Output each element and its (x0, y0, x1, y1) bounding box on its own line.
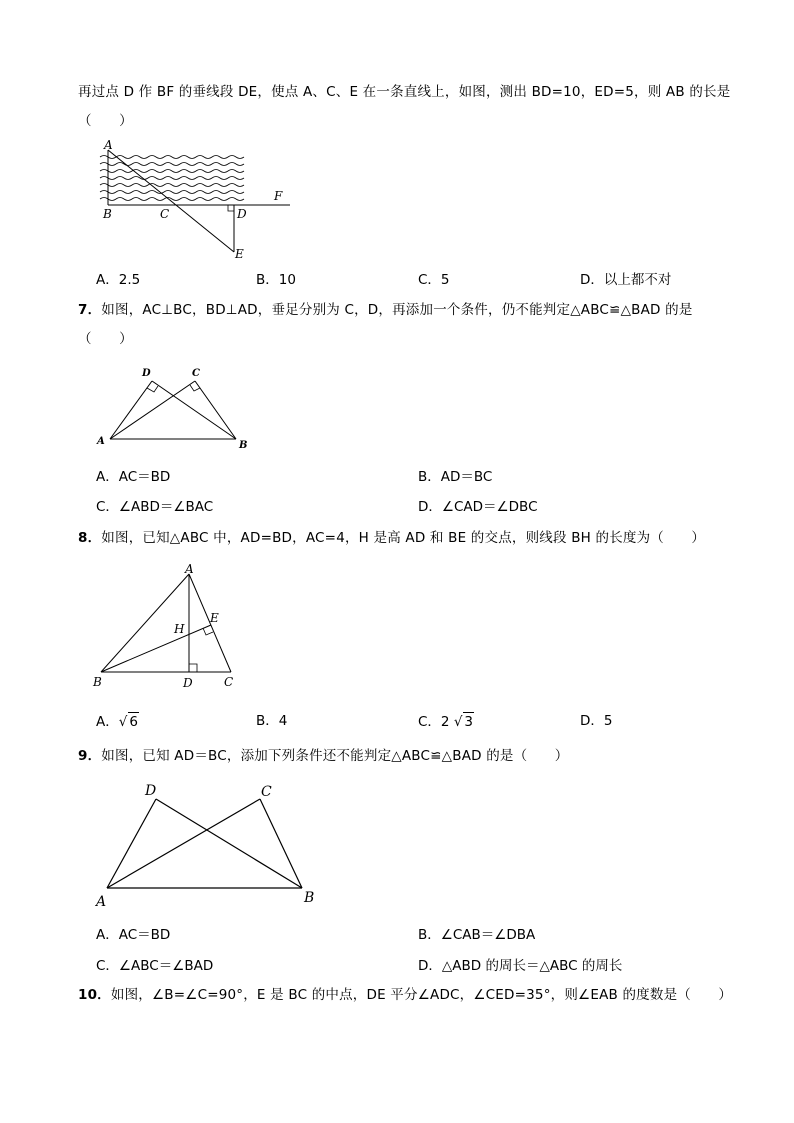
q9-label-d: D (145, 783, 157, 799)
q9-line-ac (107, 799, 260, 888)
q9-label-b: B (304, 890, 315, 906)
q7-option-d[interactable]: D．∠CAD＝∠DBC (418, 499, 538, 515)
q7-stem-line2: （ ） (78, 331, 133, 347)
q9-line-ad (107, 799, 156, 888)
q8-option-b[interactable]: B．4 (256, 713, 288, 729)
q8-option-a-radicand: 6 (129, 714, 138, 730)
q9-option-a[interactable]: A．AC＝BD (96, 927, 171, 943)
q7-label-b: B (239, 440, 248, 451)
q8-label-e: E (210, 611, 219, 625)
q7-option-a[interactable]: A．AC＝BD (96, 469, 171, 485)
sqrt-symbol: √ 3 (453, 714, 474, 730)
q6-option-d[interactable]: D．以上都不对 (580, 272, 672, 288)
q9-option-b[interactable]: B．∠CAB＝∠DBA (418, 927, 536, 943)
q8-label-c: C (224, 675, 234, 689)
q6-option-a[interactable]: A．2.5 (96, 272, 141, 288)
q8-label-d: D (183, 676, 193, 690)
q8-stem-text: 如图，已知△ABC 中，AD=BD，AC=4，H 是高 AD 和 BE 的交点，则线段 BH 的长度为（ ） (101, 530, 706, 546)
sqrt-symbol: √ 6 (118, 714, 138, 730)
q8-label-a: A (185, 562, 194, 576)
q9-label-a: A (96, 894, 107, 910)
q6-label-f: F (274, 189, 283, 203)
q9-option-d[interactable]: D．△ABD 的周长＝△ABC 的周长 (418, 958, 623, 974)
q8-option-c-radicand: 3 (464, 714, 474, 730)
q6-stem-line1: 再过点 D 作 BF 的垂线段 DE，使点 A、C、E 在一条直线上，如图，测出 BD=10，ED=5，则 AB 的长是 (78, 84, 731, 100)
q10-number: 10． (78, 987, 111, 1003)
q7-label-c: C (192, 368, 200, 379)
q6-label-a: A (104, 138, 113, 152)
q7-label-d: D (142, 368, 151, 379)
q10-stem-text: 如图，∠B=∠C=90°，E 是 BC 的中点，DE 平分∠ADC，∠CED=35°，则∠EAB 的度数是（ ） (110, 987, 733, 1003)
q8-option-d[interactable]: D．5 (580, 713, 613, 729)
q8-label-b: B (93, 675, 102, 689)
q6-label-c: C (160, 207, 170, 221)
q8-label-h: H (174, 622, 185, 636)
q8-number: 8． (78, 530, 102, 546)
q7-option-c[interactable]: C．∠ABD＝∠BAC (96, 499, 214, 515)
q7-stem-text: 如图，AC⊥BC，BD⊥AD，垂足分别为 C，D，再添加一个条件，仍不能判定△ABC≌△BAD 的是 (101, 302, 693, 318)
q9-label-c: C (261, 784, 272, 800)
q8-option-c-prefix: C．2 (418, 714, 450, 730)
q10-stem-line (78, 986, 732, 1004)
q6-label-d: D (237, 207, 247, 221)
q6-stem-line2: （ ） (78, 113, 133, 129)
q9-line-db (156, 799, 302, 888)
q6-option-c[interactable]: C．5 (418, 272, 450, 288)
q9-number: 9． (78, 748, 102, 764)
q6-label-b: B (103, 207, 112, 221)
q9-option-c[interactable]: C．∠ABC＝∠BAD (96, 958, 214, 974)
q7-number: 7． (78, 302, 102, 318)
q7-option-b[interactable]: B．AD＝BC (418, 469, 493, 485)
q6-label-e: E (235, 247, 244, 261)
q8-option-a-prefix: A． (96, 714, 119, 730)
q9-stem-text: 如图，已知 AD＝BC，添加下列条件还不能判定△ABC≌△BAD 的是（ ） (101, 748, 569, 764)
q7-label-a: A (97, 436, 105, 447)
q6-option-b[interactable]: B．10 (256, 272, 296, 288)
